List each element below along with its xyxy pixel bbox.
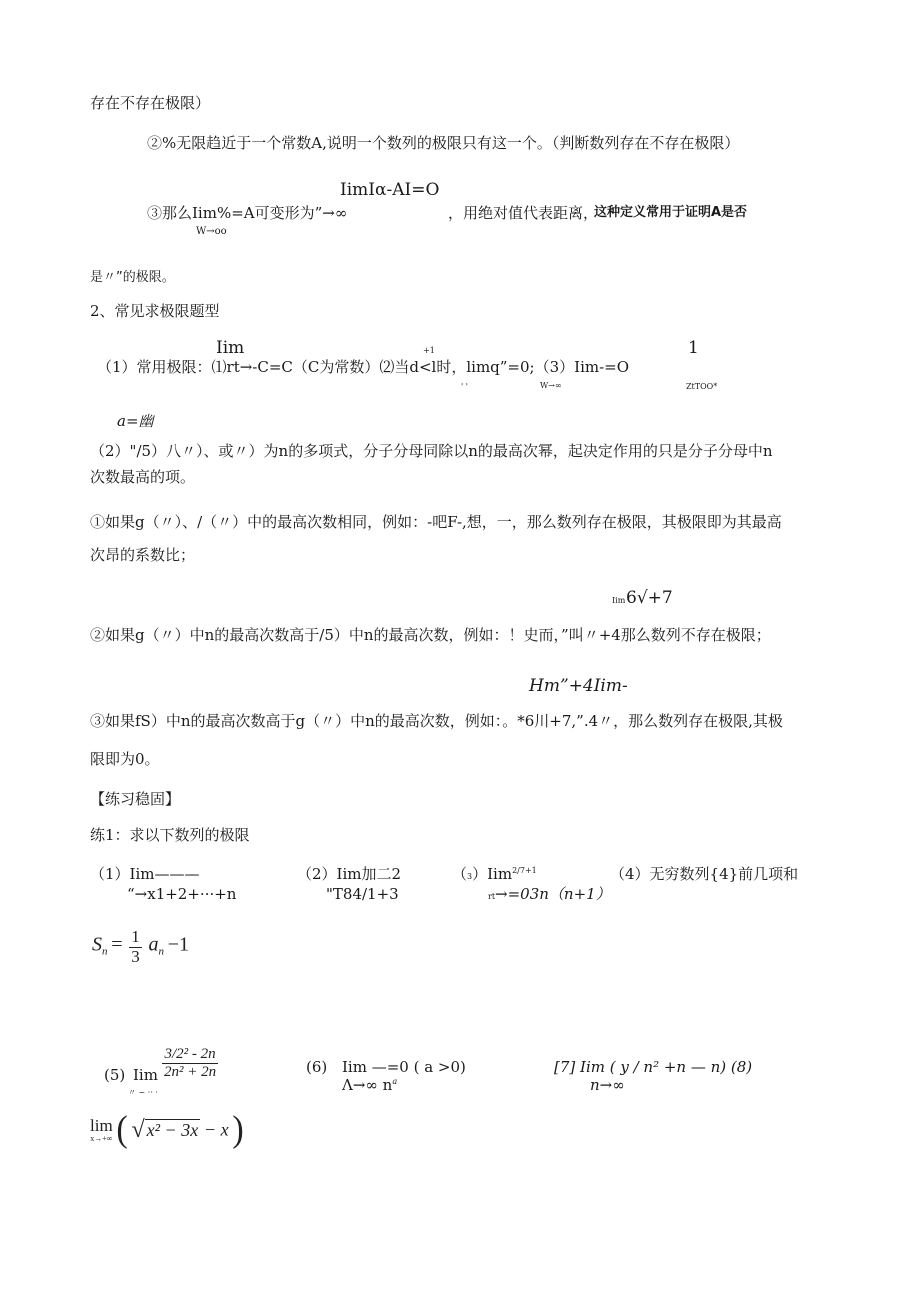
exercise-5-frac xyxy=(162,1046,218,1080)
formula-sn xyxy=(92,928,189,966)
text-line-9b: 次昂的系数比； xyxy=(90,546,196,564)
formula-example-top: 6√+7 xyxy=(626,588,673,608)
text-line-4: 是〃”的极限。 xyxy=(90,270,175,285)
exercise-8-tail: − x xyxy=(203,1119,229,1140)
exercise-7-bottom: n→∞ xyxy=(590,1076,625,1094)
exercise-8-lim: lim xyxy=(90,1115,113,1135)
sn-rest: −1 xyxy=(167,933,190,956)
text-line-7: a=幽 xyxy=(117,412,154,430)
exercise-8-lim-sub: x→+∞ xyxy=(90,1133,113,1143)
exercise-3-paren-open: （ xyxy=(452,865,468,883)
sn-den: 3 xyxy=(131,946,140,966)
text-line-3: ③那么Iim%=A可变形为”→∞ xyxy=(147,204,348,222)
sn-lhs: S xyxy=(92,933,102,956)
exercise-8-lim-block xyxy=(90,1117,113,1144)
text-line-1: 存在不存在极限） xyxy=(90,94,211,112)
formula-example-top-2: Hm”+4Iim- xyxy=(529,676,628,696)
sn-a: a xyxy=(148,933,159,956)
exercise-6-bottom-sup: a xyxy=(392,1077,398,1086)
text-line-3-bold: 这种定义常用于证明A是否 xyxy=(594,205,748,220)
exercise-2-top: （2）Iim加二2 xyxy=(297,865,402,883)
exercise-3-bottom xyxy=(488,885,611,903)
exercise-3-lim: ）Iim xyxy=(472,865,513,883)
practice-heading: 【练习稳固】 xyxy=(90,790,181,808)
exercise-6-bottom xyxy=(342,1076,397,1094)
sn-a-sub: n xyxy=(158,945,165,958)
exercise-8-radicand: x² − 3x xyxy=(146,1120,199,1140)
text-line-11a: ③如果fS）中n的最高次数高于g（〃）中n的最高次数，例如：。*6川+7,”.4〃，那么数列存在极限,其极 xyxy=(90,712,783,730)
formula-superscript: +1 xyxy=(423,346,435,355)
practice-intro: 练1：求以下数列的极限 xyxy=(90,826,250,844)
text-line-3-tail: ，用绝对值代表距离， xyxy=(448,204,599,222)
exercise-8-sqrt xyxy=(132,1117,201,1144)
text-line-11b: 限即为0。 xyxy=(90,750,160,768)
exercise-4: （4）无穷数列{4}前几项和 xyxy=(610,865,799,883)
exercise-6-label: (6) xyxy=(306,1058,328,1076)
exercise-6-bottom-expr: Λ→∞ n xyxy=(342,1076,393,1094)
exercise-1-top: （1）Iim——— xyxy=(90,865,200,883)
exercise-2-bottom: "T84/1+3 xyxy=(326,885,399,903)
exercise-8-formula xyxy=(90,1109,244,1150)
exercise-5-label: (5) xyxy=(104,1066,126,1084)
text-line-6: （1）常用极限：⑴rt→-C=C（C为常数）⑵当d<l时，limq”=0;（3）Iim-=O xyxy=(97,358,630,376)
formula-sub-b: W→∞ xyxy=(540,381,562,390)
text-line-9a: ①如果g（〃）、/（〃）中的最高次数相同，例如：-吧F-,想，一，那么数列存在极限，其极限即为其最高 xyxy=(90,513,782,531)
sn-lhs-sub: n xyxy=(102,945,108,958)
exercise-1-bottom: “→x1+2+···+n xyxy=(127,885,237,903)
formula-subscript-limit: W→oo xyxy=(196,226,227,237)
formula-abs-limit: IimIα-AI=O xyxy=(340,180,440,200)
exercise-3-number: 3 xyxy=(467,872,473,881)
exercise-5-fraction xyxy=(162,1046,218,1080)
formula-sub-c: ZtTOO* xyxy=(686,382,718,391)
formula-lim-small: Iim xyxy=(612,596,626,605)
exercise-5-subscript: 〃 ~ ·· · xyxy=(128,1088,158,1097)
sn-eq: = xyxy=(111,933,123,956)
formula-one: 1 xyxy=(688,338,699,358)
text-line-2: ②%无限趋近于一个常数A,说明一个数列的极限只有这一个。（判断数列存在不存在极限） xyxy=(147,134,740,152)
section-heading: 2、常见求极限题型 xyxy=(90,302,220,320)
text-line-10: ②如果g（〃）中n的最高次数高于/5）中n的最高次数，例如：！史而，”叫〃+4那么数列不存在极限； xyxy=(90,626,771,644)
sn-num: 1 xyxy=(131,927,140,946)
sqrt-icon: √ xyxy=(131,1116,145,1143)
exercise-8-paren-close: ) xyxy=(232,1109,244,1150)
exercise-7-top: [7] Iim ( y / n² +n — n) (8) xyxy=(554,1058,753,1076)
exercise-3-superscript: 2/7+1 xyxy=(512,866,537,875)
exercise-5-lim: Iim xyxy=(133,1066,158,1084)
exercise-3-top xyxy=(452,865,537,883)
text-line-8a: （2）"/5）八〃）、或〃）为n的多项式，分子分母同除以n的最高次幂，起决定作用的只是分子分母中n xyxy=(90,442,773,460)
sn-fraction xyxy=(129,928,142,966)
exercise-8-paren-open: ( xyxy=(116,1109,128,1150)
exercise-3-expr: →=03n（n+1） xyxy=(495,885,611,903)
formula-sub-a: ' ' xyxy=(461,382,468,391)
exercise-3-sub-rt: rt xyxy=(488,892,496,901)
exercise-5-den: 2n² + 2n xyxy=(164,1063,217,1080)
exercise-5-num: 3/2² - 2n xyxy=(162,1046,218,1064)
exercise-6-top: Iim —=0 ( a >0) xyxy=(342,1058,466,1076)
text-line-8b: 次数最高的项。 xyxy=(90,468,196,486)
formula-lim-label: Iim xyxy=(216,338,245,358)
